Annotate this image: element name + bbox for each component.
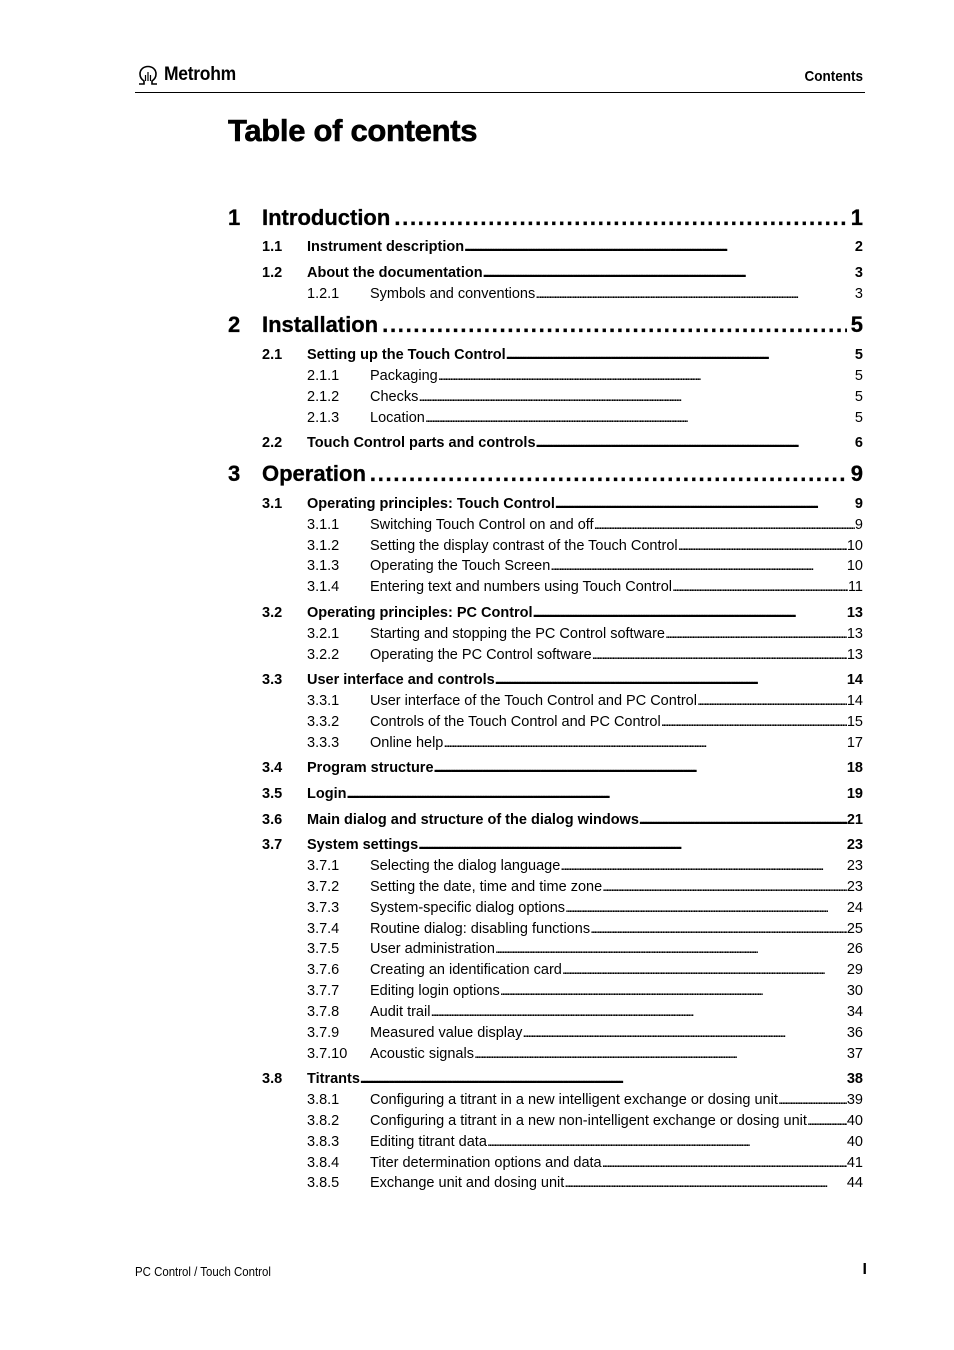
toc-entry-number: 1 [228,205,241,230]
toc-entry-page: 26 [846,941,863,957]
toc-entry-title: Location [370,410,425,426]
toc-entry-page: 13 [846,647,863,663]
toc-entry-number: 2.1.1 [307,368,340,384]
toc-dot-leader [506,347,855,363]
toc-entry[interactable] [228,538,863,554]
toc-entry-title: Acoustic signals [370,1046,474,1062]
toc-entry[interactable] [228,760,863,776]
toc-entry[interactable] [228,1046,863,1062]
toc-entry[interactable] [228,1175,863,1191]
toc-entry-number: 3.4 [262,760,283,776]
toc-entry-number: 2.1.2 [307,389,340,405]
toc-entry-page: 9 [854,517,863,533]
toc-entry-page: 13 [846,626,863,642]
toc-entry[interactable] [228,941,863,957]
toc-dot-leader [483,265,855,281]
toc-entry-title: Touch Control parts and controls [307,435,536,451]
toc-entry-page: 29 [846,962,863,978]
toc-entry-title: Editing login options [370,983,500,999]
footer-product-name: PC Control / Touch Control [135,1264,271,1279]
toc-entry-number: 3.7.3 [307,900,340,916]
toc-entry-number: 2.1.3 [307,410,340,426]
toc-entry-title: User administration [370,941,495,957]
toc-entry-title: User interface of the Touch Control and PC Control [370,693,697,709]
toc-entry[interactable] [228,858,863,874]
toc-dot-leader [550,558,847,574]
toc-entry-number: 3 [228,461,241,486]
toc-dot-leader [495,672,847,688]
toc-entry[interactable] [228,347,863,363]
toc-entry[interactable] [228,1004,863,1020]
toc-entry[interactable] [228,786,863,802]
toc-entry-title: Operating principles: Touch Control [307,496,555,512]
toc-entry-number: 3.2 [262,605,283,621]
toc-entry-page: 14 [846,693,863,709]
toc-entry[interactable] [228,1025,863,1041]
toc-entry-page: 5 [854,347,863,363]
toc-entry-number: 3.3 [262,672,283,688]
toc-entry-page: 25 [846,921,863,937]
toc-entry-number: 3.7.1 [307,858,340,874]
toc-dot-leader [464,239,855,255]
toc-entry-number: 3.8.1 [307,1092,340,1108]
toc-entry-number: 2 [228,312,241,337]
toc-entry-title: Selecting the dialog language [370,858,561,874]
toc-entry[interactable] [228,1113,863,1129]
toc-entry-title: Main dialog and structure of the dialog windows [307,812,639,828]
toc-entry-page: 10 [846,538,863,554]
toc-dot-leader [602,879,847,895]
toc-entry-title: Entering text and numbers using Touch Control [370,579,672,595]
toc-entry[interactable] [228,496,863,512]
toc-entry-title: Editing titrant data [370,1134,487,1150]
toc-entry-number: 3.2.2 [307,647,340,663]
toc-dot-leader [592,647,847,663]
toc-entry-title: Configuring a titrant in a new non-intelligent exchange or dosing unit [370,1113,807,1129]
toc-entry-page: 38 [846,1071,863,1087]
toc-entry-number: 3.7.6 [307,962,340,978]
toc-entry-page: 23 [846,837,863,853]
toc-entry-title: Setting up the Touch Control [307,347,506,363]
toc-dot-leader [346,786,846,802]
toc-entry-title: Controls of the Touch Control and PC Control [370,714,661,730]
toc-entry-title: Configuring a titrant in a new intelligent exchange or dosing unit [370,1092,778,1108]
toc-entry-title: System settings [307,837,419,853]
toc-entry[interactable] [228,368,863,384]
toc-dot-leader [697,693,847,709]
toc-entry-title: Starting and stopping the PC Control software [370,626,665,642]
toc-entry-number: 3.1 [262,496,283,512]
toc-entry-page: 30 [846,983,863,999]
toc-entry-title: Operation [262,461,366,486]
toc-entry[interactable] [228,735,863,751]
toc-entry-page: 40 [846,1134,863,1150]
toc-entry-title: Login [307,786,347,802]
toc-entry[interactable] [228,205,863,231]
toc-dot-leader [425,410,855,426]
toc-entry-page: 18 [846,760,863,776]
footer-page-number: I [862,1261,867,1278]
toc-entry[interactable] [228,1134,863,1150]
toc-dot-leader [487,1134,847,1150]
toc-entry[interactable] [228,837,863,853]
toc-dot-leader [474,1046,847,1062]
toc-entry-number: 3.7.9 [307,1025,340,1041]
toc-entry[interactable] [228,239,863,255]
toc-dot-leader [418,837,847,853]
toc-entry-page: 5 [854,410,863,426]
toc-entry-page: 23 [846,879,863,895]
toc-entry-page: 44 [846,1175,863,1191]
header-section-title: Contents [804,68,863,85]
toc-entry-title: Switching Touch Control on and off [370,517,594,533]
toc-entry-page: 11 [847,579,863,595]
toc-entry-page: 3 [854,286,863,302]
toc-entry[interactable] [228,693,863,709]
toc-entry-number: 3.7.7 [307,983,340,999]
toc-dot-leader [443,735,847,751]
toc-entry[interactable] [228,879,863,895]
toc-entry-title: Setting the date, time and time zone [370,879,603,895]
toc-entry-page: 37 [846,1046,863,1062]
toc-entry-page: 17 [846,735,863,751]
toc-entry-title: Routine dialog: disabling functions [370,921,591,937]
toc-entry[interactable] [228,517,863,533]
toc-entry[interactable] [228,1071,863,1087]
toc-dot-leader [382,312,847,338]
toc-entry-title: Setting the display contrast of the Touch Control [370,538,678,554]
toc-entry-number: 3.8.2 [307,1113,340,1129]
toc-entry-title: System-specific dialog options [370,900,566,916]
toc-entry-title: Installation [262,312,379,337]
toc-entry-page: 5 [854,368,863,384]
toc-entry[interactable] [228,286,863,302]
toc-dot-leader [533,605,847,621]
metrohm-logo [137,64,242,86]
toc-dot-leader [665,626,847,642]
toc-entry-title: Operating the PC Control software [370,647,592,663]
toc-entry-number: 3.7.8 [307,1004,340,1020]
toc-dot-leader [565,900,847,916]
toc-dot-leader [495,941,847,957]
toc-entry-title: Program structure [307,760,434,776]
toc-entry-number: 2.2 [262,435,283,451]
toc-entry-page: 23 [846,858,863,874]
toc-dot-leader [602,1155,847,1171]
toc-entry[interactable] [228,435,863,451]
toc-entry-page: 5 [854,389,863,405]
toc-dot-leader [590,921,847,937]
toc-entry-number: 3.7.10 [307,1046,348,1062]
toc-dot-leader [500,983,847,999]
toc-entry-number: 3.3.2 [307,714,340,730]
toc-entry-page: 13 [846,605,863,621]
brand-name: Metrohm [164,64,236,85]
toc-entry[interactable] [228,579,863,595]
toc-dot-leader [522,1025,847,1041]
toc-entry-page: 6 [854,435,863,451]
toc-dot-leader [418,389,855,405]
toc-dot-leader [678,538,847,554]
toc-entry-title: Instrument description [307,239,465,255]
toc-dot-leader [639,812,847,828]
toc-entry-number: 3.8.5 [307,1175,340,1191]
page-title: Table of contents [228,113,478,148]
toc-entry-page: 5 [850,312,863,337]
toc-entry-title: Checks [370,389,419,405]
toc-entry-title: Operating principles: PC Control [307,605,533,621]
toc-entry-number: 3.2.1 [307,626,340,642]
toc-entry-page: 9 [854,496,863,512]
toc-entry[interactable] [228,461,863,487]
toc-dot-leader [434,760,847,776]
toc-entry-number: 3.1.3 [307,558,340,574]
toc-entry[interactable] [228,312,863,338]
toc-entry[interactable] [228,1092,863,1108]
toc-entry-title: Creating an identification card [370,962,562,978]
toc-entry-page: 14 [846,672,863,688]
toc-entry-number: 3.7.5 [307,941,340,957]
toc-entry[interactable] [228,265,863,281]
toc-entry[interactable] [228,1155,863,1171]
toc-dot-leader [560,858,847,874]
toc-entry-number: 3.1.2 [307,538,340,554]
page-header [135,62,865,93]
toc-entry-title: Introduction [262,205,391,230]
toc-entry[interactable] [228,962,863,978]
toc-dot-leader [555,496,855,512]
toc-dot-leader [564,1175,847,1191]
toc-entry-number: 3.7 [262,837,283,853]
omega-logo-icon [137,65,159,85]
toc-entry-number: 1.1 [262,239,283,255]
toc-dot-leader [360,1071,847,1087]
toc-entry-title: Operating the Touch Screen [370,558,551,574]
toc-entry-page: 3 [854,265,863,281]
toc-dot-leader [672,579,848,595]
toc-entry-title: Online help [370,735,444,751]
toc-dot-leader [430,1004,846,1020]
toc-entry-number: 1.2.1 [307,286,340,302]
toc-entry-page: 2 [854,239,863,255]
toc-entry-page: 9 [850,461,863,486]
toc-entry-page: 10 [846,558,863,574]
toc-entry-title: Titer determination options and data [370,1155,602,1171]
toc-entry-page: 21 [846,812,863,828]
toc-entry-page: 19 [846,786,863,802]
toc-entry-title: About the documentation [307,265,483,281]
toc-entry-page: 15 [846,714,863,730]
toc-dot-leader [535,286,855,302]
toc-dot-leader [562,962,847,978]
toc-dot-leader [536,435,855,451]
toc-entry-title: Symbols and conventions [370,286,536,302]
toc-entry-number: 2.1 [262,347,283,363]
toc-entry[interactable] [228,410,863,426]
toc-entry-number: 3.1.4 [307,579,340,595]
toc-dot-leader [661,714,847,730]
toc-entry-number: 3.1.1 [307,517,340,533]
toc-entry-title: User interface and controls [307,672,495,688]
toc-dot-leader [370,461,847,487]
toc-entry[interactable] [228,921,863,937]
toc-dot-leader [594,517,855,533]
toc-entry[interactable] [228,672,863,688]
toc-entry-page: 24 [846,900,863,916]
toc-entry[interactable] [228,900,863,916]
toc-entry-number: 1.2 [262,265,283,281]
toc-entry-page: 36 [846,1025,863,1041]
toc-entry-number: 3.5 [262,786,283,802]
toc-dot-leader [778,1092,847,1108]
toc-entry-title: Measured value display [370,1025,523,1041]
toc-entry-number: 3.6 [262,812,283,828]
toc-entry[interactable] [228,983,863,999]
toc-entry[interactable] [228,812,863,828]
toc-entry[interactable] [228,647,863,663]
toc-entry-page: 39 [846,1092,863,1108]
toc-entry-number: 3.8.3 [307,1134,340,1150]
toc-entry-page: 34 [846,1004,863,1020]
toc-entry-title: Audit trail [370,1004,431,1020]
toc-entry-title: Exchange unit and dosing unit [370,1175,565,1191]
toc-dot-leader [438,368,855,384]
toc-entry-number: 3.8.4 [307,1155,340,1171]
toc-entry-number: 3.3.1 [307,693,340,709]
toc-entry-number: 3.7.2 [307,879,340,895]
toc-entry-title: Titrants [307,1071,360,1087]
toc-entry-number: 3.7.4 [307,921,340,937]
toc-entry-page: 1 [850,205,863,230]
toc-entry[interactable] [228,714,863,730]
toc-entry[interactable] [228,558,863,574]
toc-dot-leader [807,1113,847,1129]
toc-entry-page: 41 [846,1155,863,1171]
toc-entry-page: 40 [846,1113,863,1129]
toc-entry[interactable] [228,389,863,405]
toc-entry[interactable] [228,605,863,621]
toc-entry-number: 3.3.3 [307,735,340,751]
toc-dot-leader [394,205,846,231]
toc-entry-number: 3.8 [262,1071,283,1087]
toc-entry[interactable] [228,626,863,642]
toc-entry-title: Packaging [370,368,438,384]
